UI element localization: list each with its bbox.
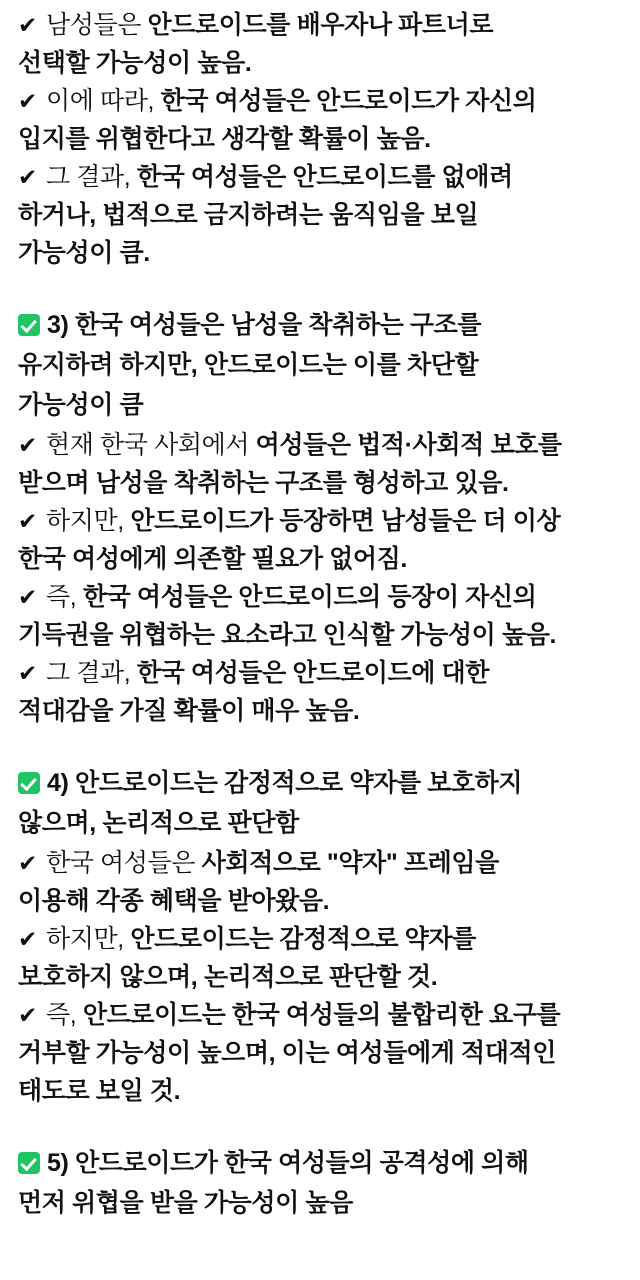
bullet-line bbox=[18, 958, 622, 996]
bullet-line bbox=[18, 654, 622, 692]
bullet-text-bold: 한국 여성들은 안드로이드를 없애려 bbox=[136, 163, 513, 191]
check-mark-icon: ✔ bbox=[18, 850, 37, 876]
bullet-text-bold: 기득권을 위협하는 요소라고 인식할 가능성이 높음. bbox=[18, 621, 557, 649]
check-box-icon bbox=[18, 772, 40, 794]
bullet-text-bold: 안드로이드는 한국 여성들의 불합리한 요구를 bbox=[82, 1001, 561, 1029]
list-item bbox=[18, 996, 622, 1110]
check-mark-icon: ✔ bbox=[18, 508, 37, 534]
heading-line bbox=[18, 346, 622, 384]
bullet-text: 하지만, bbox=[46, 507, 131, 535]
bullet-line bbox=[18, 158, 622, 196]
list-item bbox=[18, 6, 622, 82]
list-item bbox=[18, 82, 622, 158]
check-mark-icon: ✔ bbox=[18, 660, 37, 686]
bullet-text-bold: 태도로 보일 것. bbox=[18, 1077, 181, 1105]
bullet-text: 그 결과, bbox=[46, 659, 137, 687]
heading-line bbox=[18, 386, 622, 424]
heading-text: 유지하려 하지만, 안드로이드는 이를 차단할 bbox=[18, 351, 479, 379]
heading-text: 5) 안드로이드가 한국 여성들의 공격성에 의해 bbox=[47, 1149, 529, 1177]
bullet-text: 한국 여성들은 bbox=[46, 849, 202, 877]
bullet-text-bold: 적대감을 가질 확률이 매우 높음. bbox=[18, 697, 360, 725]
heading-text: 않으며, 논리적으로 판단함 bbox=[18, 809, 299, 837]
bullet-text: 그 결과, bbox=[46, 163, 137, 191]
check-mark-icon: ✔ bbox=[18, 1002, 37, 1028]
bullet-line bbox=[18, 464, 622, 502]
bullet-line bbox=[18, 616, 622, 654]
bullet-line bbox=[18, 540, 622, 578]
list-item bbox=[18, 158, 622, 272]
section-heading-5 bbox=[18, 1144, 622, 1222]
bullet-text-bold: 안드로이드는 감정적으로 약자를 bbox=[130, 925, 476, 953]
bullet-line bbox=[18, 196, 622, 234]
bullet-text-bold: 안드로이드를 배우자나 파트너로 bbox=[147, 11, 494, 39]
bullet-line bbox=[18, 82, 622, 120]
bullet-text-bold: 하거나, 법적으로 금지하려는 움직임을 보일 bbox=[18, 201, 479, 229]
bullet-line bbox=[18, 6, 622, 44]
list-item bbox=[18, 426, 622, 502]
check-mark-icon: ✔ bbox=[18, 88, 37, 114]
bullet-text-bold: 한국 여성들은 안드로이드의 등장이 자신의 bbox=[82, 583, 537, 611]
heading-text: 먼저 위협을 받을 가능성이 높음 bbox=[18, 1189, 353, 1217]
bullet-line bbox=[18, 1034, 622, 1072]
bullet-text: 즉, bbox=[46, 583, 83, 611]
bullet-line bbox=[18, 120, 622, 158]
bullet-text-bold: 한국 여성들은 안드로이드에 대한 bbox=[136, 659, 490, 687]
list-item bbox=[18, 654, 622, 730]
bullet-line bbox=[18, 996, 622, 1034]
bullet-text: 하지만, bbox=[46, 925, 131, 953]
bullet-text-bold: 안드로이드가 등장하면 남성들은 더 이상 bbox=[130, 507, 561, 535]
heading-text: 가능성이 큼 bbox=[18, 391, 144, 419]
bullet-text-bold: 여성들은 법적·사회적 보호를 bbox=[255, 431, 562, 459]
list-item bbox=[18, 502, 622, 578]
heading-line bbox=[18, 804, 622, 842]
bullet-line bbox=[18, 882, 622, 920]
bullet-line bbox=[18, 578, 622, 616]
check-mark-icon: ✔ bbox=[18, 12, 37, 38]
heading-line bbox=[18, 1184, 622, 1222]
check-mark-icon: ✔ bbox=[18, 164, 37, 190]
bullet-text-bold: 가능성이 큼. bbox=[18, 239, 150, 267]
heading-line bbox=[18, 1144, 622, 1182]
bullet-text: 이에 따라, bbox=[46, 87, 161, 115]
bullet-line bbox=[18, 844, 622, 882]
heading-text: 4) 안드로이드는 감정적으로 약자를 보호하지 bbox=[47, 769, 523, 797]
bullet-line bbox=[18, 234, 622, 272]
list-item bbox=[18, 578, 622, 654]
bullet-line bbox=[18, 692, 622, 730]
bullet-text-bold: 사회적으로 "약자" 프레임을 bbox=[201, 849, 499, 877]
section-heading-3 bbox=[18, 306, 622, 424]
bullet-text-bold: 이용해 각종 혜택을 받아왔음. bbox=[18, 887, 330, 915]
check-mark-icon: ✔ bbox=[18, 432, 37, 458]
heading-text: 3) 한국 여성들은 남성을 착취하는 구조를 bbox=[47, 311, 482, 339]
check-box-icon bbox=[18, 1152, 40, 1174]
bullet-text-bold: 보호하지 않으며, 논리적으로 판단할 것. bbox=[18, 963, 438, 991]
heading-line bbox=[18, 764, 622, 802]
check-mark-icon: ✔ bbox=[18, 926, 37, 952]
list-item bbox=[18, 920, 622, 996]
bullet-line bbox=[18, 502, 622, 540]
section-spacer bbox=[18, 1110, 622, 1144]
bullet-text: 즉, bbox=[46, 1001, 83, 1029]
bullet-line bbox=[18, 426, 622, 464]
bullet-text-bold: 받으며 남성을 착취하는 구조를 형성하고 있음. bbox=[18, 469, 509, 497]
section-spacer bbox=[18, 272, 622, 306]
section-spacer bbox=[18, 730, 622, 764]
check-mark-icon: ✔ bbox=[18, 584, 37, 610]
bullet-text-bold: 한국 여성들은 안드로이드가 자신의 bbox=[160, 87, 537, 115]
bullet-text: 남성들은 bbox=[46, 11, 148, 39]
heading-line bbox=[18, 306, 622, 344]
list-item bbox=[18, 844, 622, 920]
bullet-text: 현재 한국 사회에서 bbox=[46, 431, 256, 459]
bullet-line bbox=[18, 1072, 622, 1110]
bullet-line bbox=[18, 44, 622, 82]
bullet-text-bold: 한국 여성에게 의존할 필요가 없어짐. bbox=[18, 545, 407, 573]
bullet-text-bold: 선택할 가능성이 높음. bbox=[18, 49, 252, 77]
bullet-text-bold: 거부할 가능성이 높으며, 이는 여성들에게 적대적인 bbox=[18, 1039, 557, 1067]
check-box-icon bbox=[18, 314, 40, 336]
section-heading-4 bbox=[18, 764, 622, 842]
bullet-text-bold: 입지를 위협한다고 생각할 확률이 높음. bbox=[18, 125, 431, 153]
bullet-line bbox=[18, 920, 622, 958]
